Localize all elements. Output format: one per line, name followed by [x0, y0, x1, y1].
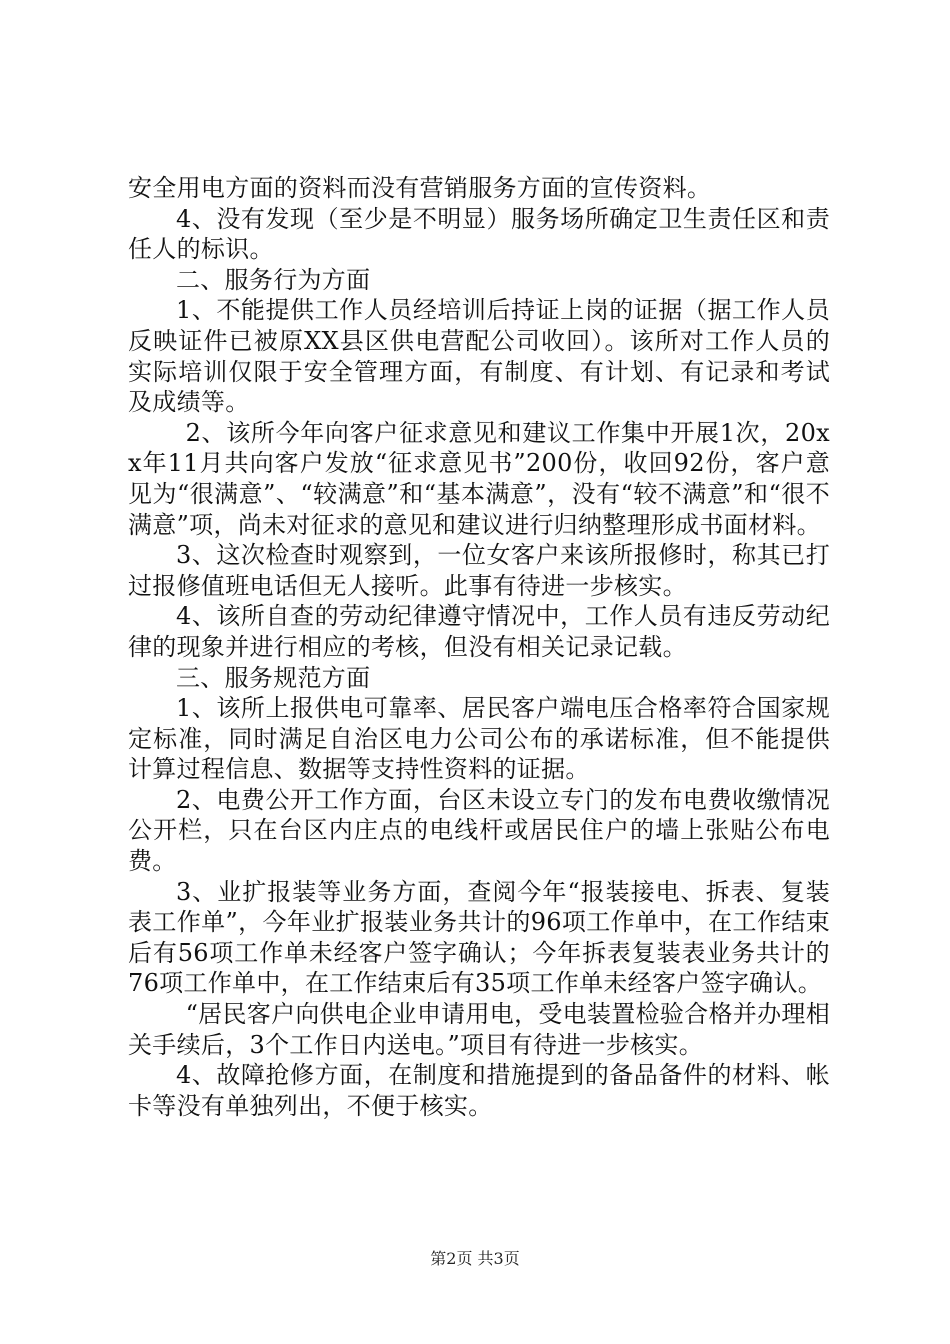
paragraph-item: 3、这次检查时观察到，一位女客户来该所报修时，称其已打过报修值班电话但无人接听。此事有待进一步核实。 [128, 541, 830, 600]
paragraph-item: 4、故障抢修方面，在制度和措施提到的备品备件的材料、帐卡等没有单独列出，不便于核实。 [128, 1061, 830, 1120]
paragraph-continuation: 安全用电方面的资料而没有营销服务方面的宣传资料。 [128, 174, 712, 202]
document-body [128, 173, 830, 1121]
paragraph-item: 4、该所自查的劳动纪律遵守情况中，工作人员有违反劳动纪律的现象并进行相应的考核，但没有相关记录记载。 [128, 602, 830, 661]
section-heading: 二、服务行为方面 [176, 265, 371, 294]
page-footer: 第2页 共3页 [430, 1249, 520, 1268]
paragraph-item: 4、没有发现（至少是不明显）服务场所确定卫生责任区和责任人的标识。 [128, 204, 830, 264]
paragraph-item: 2、该所今年向客户征求意见和建议工作集中开展1次，20xx年11月共向客户发放“征求意见书”200份，收回92份，客户意见为“很满意”、“较满意”和“基本满意”，没有“较不满意”和“很不满意”项，尚未对征求的意见和建议进行归纳整理形成书面材料。 [128, 418, 830, 539]
section-heading: 三、服务规范方面 [176, 663, 371, 692]
paragraph-item: 1、不能提供工作人员经培训后持证上岗的证据（据工作人员反映证件已被原XX县区供电营配公司收回）。该所对工作人员的实际培训仅限于安全管理方面，有制度、有计划、有记录和考试及成绩等。 [128, 296, 830, 417]
paragraph-item: 2、电费公开工作方面，台区未设立专门的发布电费收缴情况公开栏，只在台区内庄点的电线杆或居民住户的墙上张贴公布电费。 [128, 785, 830, 876]
paragraph-item: 1、该所上报供电可靠率、居民客户端电压合格率符合国家规定标准，同时满足自治区电力公司公布的承诺标准，但不能提供计算过程信息、数据等支持性资料的证据。 [128, 694, 830, 784]
paragraph-item: “居民客户向供电企业申请用电，受电装置检验合格并办理相关手续后，3个工作日内送电。”项目有待进一步核实。 [128, 1000, 830, 1059]
paragraph-item: 3、业扩报装等业务方面，查阅今年“报装接电、拆表、复装表工作单”，今年业扩报装业务共计的96项工作单中，在工作结束后有56项工作单未经客户签字确认；今年拆表复装表业务共计的76项工作单中，在工作结束后有35项工作单未经客户签字确认。 [128, 877, 830, 998]
